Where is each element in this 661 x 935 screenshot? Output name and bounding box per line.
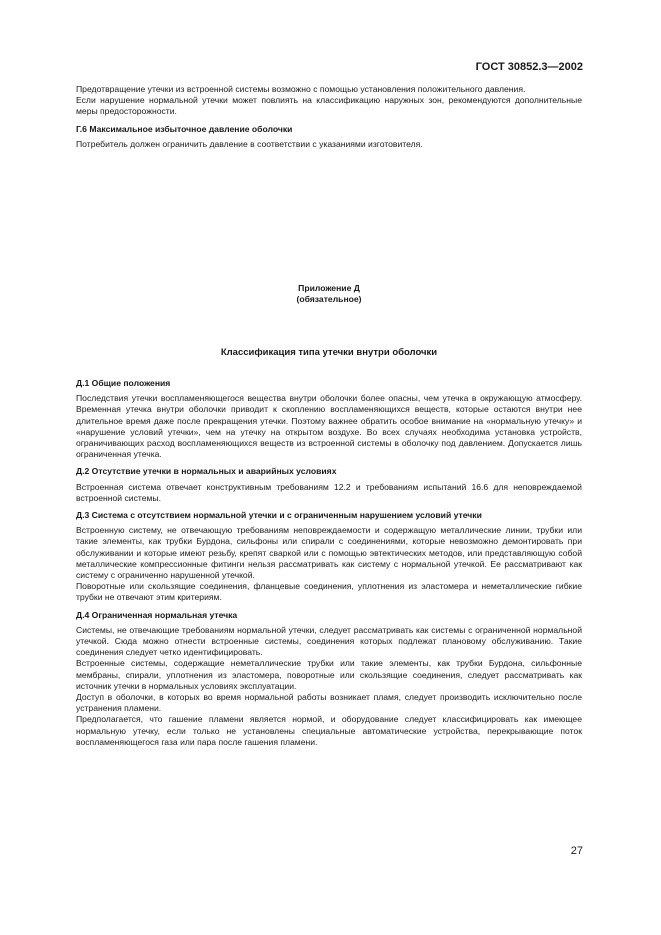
paragraph: Предотвращение утечки из встроенной системы возможно с помощью установления положительного давления. [76, 84, 526, 94]
paragraph: Встроенные системы, содержащие неметаллические трубки или такие элементы, как трубки Бурдона, сильфонные мембраны, спирали, уплотнения из эластомера, поворотные или скользящие соединения, следует рассматривать как источник утечки в нормальных условиях эксплуатации. [76, 658, 582, 691]
section-title-d4: Д.4 Ограниченная нормальная утечка [76, 609, 238, 620]
paragraph: Если нарушение нормальной утечки может повлиять на классификацию наружных зон, рекомендуются дополнительные меры предосторожности. [76, 95, 582, 117]
page-number: 27 [570, 845, 583, 857]
annex-name: Приложение Д [298, 283, 360, 293]
paragraph: Предполагается, что гашение пламени является нормой, и оборудование следует классифицировать как имеющее нормальную утечку, если только не установлены специальные автоматические устройства, перекрывающие поток воспламеняющегося газа или пара после гашения пламени. [76, 714, 582, 747]
paragraph: Встроенная система отвечает конструктивным требованиям 12.2 и требованиям испытаний 16.6 для неповреждаемой встроенной системы. [76, 481, 582, 503]
paragraph: Доступ в оболочки, в которых во время нормальной работы возникает пламя, следует производить исключительно после устранения пламени. [76, 692, 582, 714]
section-title-g6: Г.6 Максимальное избыточное давление оболочки [76, 123, 293, 134]
annex-title: Классификация типа утечки внутри оболочки [220, 347, 438, 358]
section-title-d2: Д.2 Отсутствие утечки в нормальных и аварийных условиях [76, 466, 337, 477]
top-section [76, 84, 582, 150]
annex-status: (обязательное) [296, 294, 362, 305]
paragraph: Встроенную систему, не отвечающую требованиям неповреждаемости и содержащую металлические линии, трубки или такие элементы, как трубки Бурдона, сильфоны или спирали с соединениями, которые невозможно демонтировать при обслуживании и которые имеют резьбу, крепят сваркой или с помощью эвтектических методов, или представляющую собой металлические компрессионные фитинги нельзя рассматривать как систему с нормальной утечкой. Ее рассматривают как систему с ограниченно нарушенной утечкой. [76, 525, 582, 581]
section-title-d3: Д.3 Система с отсутствием нормальной утечки и с ограниченным нарушением условий утечки [76, 510, 482, 521]
document-header: ГОСТ 30852.3—2002 [475, 61, 583, 73]
paragraph: Поворотные или скользящие соединения, фланцевые соединения, уплотнения из эластомера и неметаллические гибкие трубки не отвечают этим критериям. [76, 581, 582, 603]
paragraph: Потребитель должен ограничить давление в соответствии с указаниями изготовителя. [76, 138, 423, 149]
annex-heading [76, 283, 582, 305]
paragraph: Последствия утечки воспламеняющегося вещества внутри оболочки более опасны, чем утечка в окружающую атмосферу. Временная утечка внутри оболочки приводит к скоплению воспламеняющихся веществ, которые остаются внутри нее длительное время даже после прекращения утечки. Поэтому важнее обратить особое внимание на «нормальную утечку» и «нарушение условий утечки», чем на утечку на открытом воздухе. Во всех случаях необходима установка устройств, ограничивающих расход воспламеняющихся веществ из встроенной системы в оболочку под давлением. Допускается лишь ограниченная утечка. [76, 393, 582, 460]
annex-body [76, 372, 582, 748]
paragraph: Системы, не отвечающие требованиям нормальной утечки, следует рассматривать как системы с ограниченной нормальной утечкой. Сюда можно отнести встроенные системы, соединения которых подлежат плановому обслуживанию. Такие соединения следует четко идентифицировать. [76, 624, 582, 658]
section-title-d1: Д.1 Общие положения [76, 378, 171, 388]
